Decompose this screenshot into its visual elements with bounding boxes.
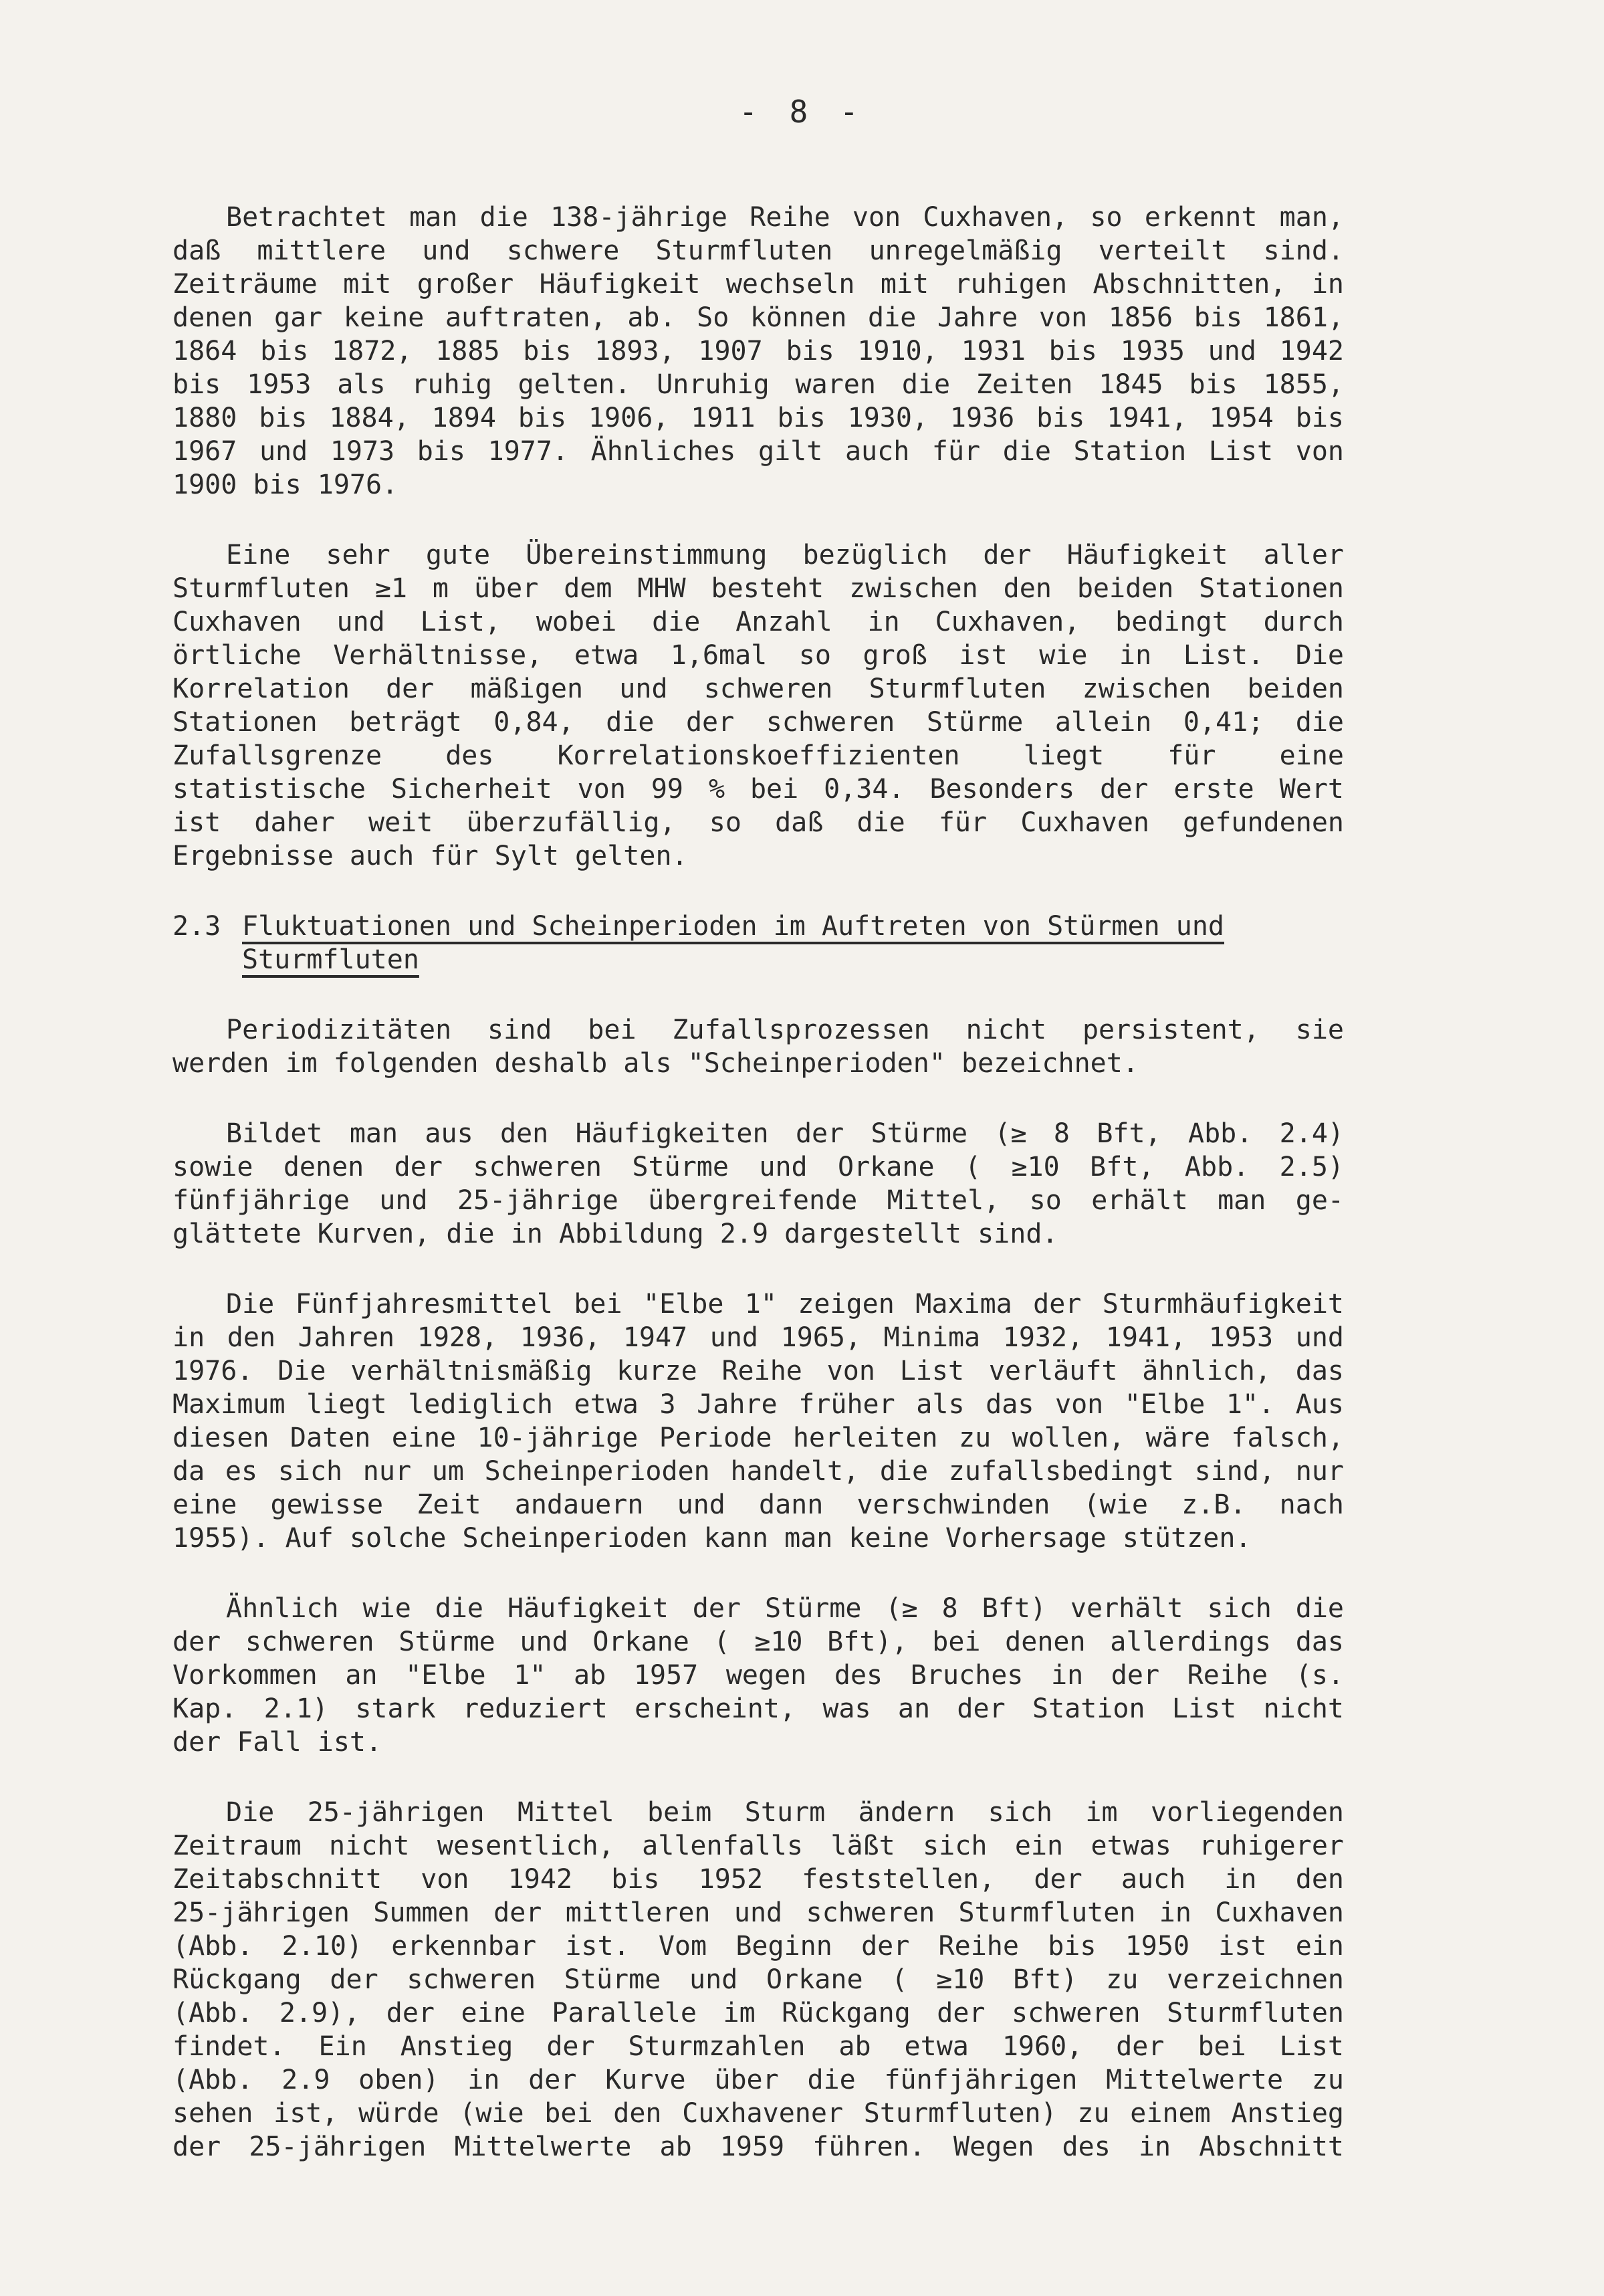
text-line: der 25-jährigen Mittelwerte ab 1959 führen. Wegen des in Abschnitt [173, 2131, 1344, 2162]
text-line: Zeiträume mit großer Häufigkeit wechseln mit ruhigen Abschnitten, in [173, 269, 1344, 300]
paragraph-smoothed-curves [173, 1117, 1344, 1251]
text-line: 1864 bis 1872, 1885 bis 1893, 1907 bis 1910, 1931 bis 1935 und 1942 [173, 336, 1344, 367]
text-line: der Fall ist. [173, 1727, 382, 1758]
paragraph-25-year-means [173, 1796, 1344, 2164]
text-line: 1880 bis 1884, 1894 bis 1906, 1911 bis 1930, 1936 bis 1941, 1954 bis [173, 403, 1344, 433]
text-line: Maximum liegt lediglich etwa 3 Jahre früher als das von "Elbe 1". Aus [173, 1389, 1344, 1420]
text-line: Betrachtet man die 138-jährige Reihe von Cuxhaven, so erkennt man, [226, 202, 1344, 233]
section-title: Fluktuationen und Scheinperioden im Auftreten von Stürmen und [242, 911, 1225, 942]
text-line: Die 25-jährigen Mittel beim Sturm ändern sich im vorliegenden [226, 1797, 1344, 1828]
text-line: örtliche Verhältnisse, etwa 1,6mal so groß ist wie in List. Die [173, 640, 1344, 671]
paragraph-severe-storms [173, 1592, 1344, 1759]
text-line: diesen Daten eine 10-jährige Periode herleiten zu wollen, wäre falsch, [173, 1423, 1344, 1453]
text-line: daß mittlere und schwere Sturmfluten unregelmäßig verteilt sind. [173, 235, 1344, 266]
text-line: Vorkommen an "Elbe 1" ab 1957 wegen des Bruches in der Reihe (s. [173, 1660, 1344, 1691]
text-line: Stationen beträgt 0,84, die der schweren Stürme allein 0,41; die [173, 707, 1344, 738]
text-line: 1976. Die verhältnismäßig kurze Reihe von List verläuft ähnlich, das [173, 1356, 1344, 1386]
page-number: - 8 - [739, 94, 865, 130]
paragraph-five-year-means [173, 1287, 1344, 1555]
text-line: Ähnlich wie die Häufigkeit der Stürme (≥ 8 Bft) verhält sich die [226, 1593, 1344, 1624]
text-line: Zeitraum nicht wesentlich, allenfalls läßt sich ein etwas ruhigerer [173, 1831, 1344, 1861]
text-line: denen gar keine auftraten, ab. So können die Jahre von 1856 bis 1861, [173, 302, 1344, 333]
text-line: der schweren Stürme und Orkane ( ≥10 Bft), bei denen allerdings das [173, 1627, 1344, 1657]
text-line: ist daher weit überzufällig, so daß die für Cuxhaven gefundenen [173, 807, 1344, 838]
text-line: Bildet man aus den Häufigkeiten der Stürme (≥ 8 Bft, Abb. 2.4) [226, 1118, 1344, 1149]
text-line: findet. Ein Anstieg der Sturmzahlen ab etwa 1960, der bei List [173, 2031, 1344, 2062]
paragraph-periodicities [173, 1013, 1344, 1080]
paragraph-correlation [173, 538, 1344, 873]
text-line: Sturmfluten ≥1 m über dem MHW besteht zwischen den beiden Stationen [173, 573, 1344, 604]
text-line: statistische Sicherheit von 99 % bei 0,34. Besonders der erste Wert [173, 774, 1344, 805]
text-line: (Abb. 2.9), der eine Parallele im Rückgang der schweren Sturmfluten [173, 1998, 1344, 2028]
text-line: werden im folgenden deshalb als "Scheinperioden" bezeichnet. [173, 1048, 1139, 1079]
text-line: 1955). Auf solche Scheinperioden kann man keine Vorhersage stützen. [173, 1523, 1252, 1554]
text-line: Kap. 2.1) stark reduziert erscheint, was an der Station List nicht [173, 1693, 1344, 1724]
text-line: bis 1953 als ruhig gelten. Unruhig waren die Zeiten 1845 bis 1855, [173, 369, 1344, 400]
paragraph-cuxhaven-series [173, 201, 1344, 502]
text-line: Zufallsgrenze des Korrelationskoeffizienten liegt für eine [173, 740, 1344, 771]
text-line: Rückgang der schweren Stürme und Orkane ( ≥10 Bft) zu verzeichnen [173, 1964, 1344, 1995]
text-line: Zeitabschnitt von 1942 bis 1952 feststellen, der auch in den [173, 1864, 1344, 1895]
heading-line [173, 943, 1344, 976]
section-heading [173, 910, 1344, 976]
text-line: sehen ist, würde (wie bei den Cuxhavener Sturmfluten) zu einem Anstieg [173, 2098, 1344, 2129]
text-line: 1967 und 1973 bis 1977. Ähnliches gilt auch für die Station List von [173, 436, 1344, 467]
text-line: da es sich nur um Scheinperioden handelt, die zufallsbedingt sind, nur [173, 1456, 1344, 1487]
text-line: glättete Kurven, die in Abbildung 2.9 dargestellt sind. [173, 1219, 1058, 1249]
text-line: in den Jahren 1928, 1936, 1947 und 1965, Minima 1932, 1941, 1953 und [173, 1322, 1344, 1353]
text-line: Ergebnisse auch für Sylt gelten. [173, 841, 688, 871]
section-number: 2.3 [173, 911, 221, 942]
text-line: Die Fünfjahresmittel bei "Elbe 1" zeigen Maxima der Sturmhäufigkeit [226, 1289, 1344, 1320]
body-text [173, 201, 1344, 2200]
section-title-continued: Sturmfluten [242, 944, 419, 975]
text-line: Periodizitäten sind bei Zufallsprozessen nicht persistent, sie [226, 1015, 1344, 1045]
text-line: (Abb. 2.9 oben) in der Kurve über die fünfjährigen Mittelwerte zu [173, 2065, 1344, 2095]
text-line: 25-jährigen Summen der mittleren und schweren Sturmfluten in Cuxhaven [173, 1897, 1344, 1928]
text-line: Cuxhaven und List, wobei die Anzahl in Cuxhaven, bedingt durch [173, 607, 1344, 637]
text-line: eine gewisse Zeit andauern und dann verschwinden (wie z.B. nach [173, 1489, 1344, 1520]
text-line: Korrelation der mäßigen und schweren Sturmfluten zwischen beiden [173, 673, 1344, 704]
text-line: 1900 bis 1976. [173, 469, 398, 500]
text-line: fünfjährige und 25-jährige übergreifende Mittel, so erhält man ge- [173, 1185, 1344, 1216]
text-line: (Abb. 2.10) erkennbar ist. Vom Beginn der Reihe bis 1950 ist ein [173, 1931, 1344, 1962]
heading-line [173, 910, 1344, 943]
text-line: Eine sehr gute Übereinstimmung bezüglich der Häufigkeit aller [226, 540, 1344, 570]
text-line: sowie denen der schweren Stürme und Orkane ( ≥10 Bft, Abb. 2.5) [173, 1152, 1344, 1182]
